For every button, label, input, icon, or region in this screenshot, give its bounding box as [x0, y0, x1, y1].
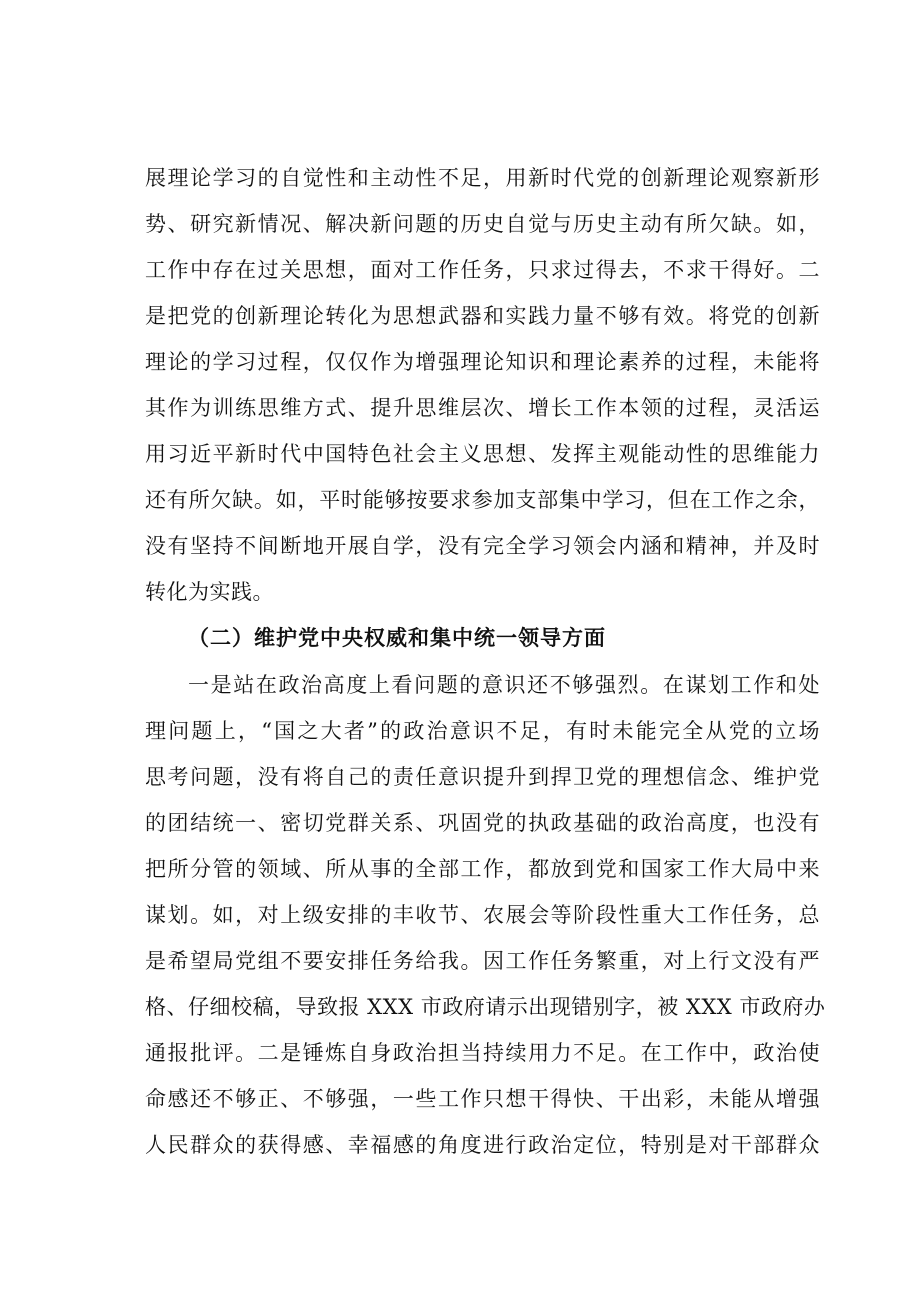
paragraph-line: 工作中存在过关思想，面对工作任务，只求过得去，不求干得好。二	[145, 258, 820, 282]
paragraph-line: 思考问题，没有将自己的责任意识提升到捍卫党的理想信念、维护党	[145, 765, 820, 789]
paragraph-line: 是把党的创新理论转化为思想武器和实践力量不够有效。将党的创新	[145, 304, 820, 328]
paragraph-line: 通报批评。二是锤炼自身政治担当持续用力不足。在工作中，政治使	[145, 1041, 820, 1065]
paragraph-line: 用习近平新时代中国特色社会主义思想、发挥主观能动性的思维能力	[145, 442, 820, 466]
paragraph-line: 命感还不够正、不够强，一些工作只想干得快、干出彩，未能从增强	[145, 1087, 820, 1111]
paragraph-line: 还有所欠缺。如，平时能够按要求参加支部集中学习，但在工作之余，	[145, 488, 820, 512]
paragraph-line: 把所分管的领域、所从事的全部工作，都放到党和国家工作大局中来	[145, 857, 820, 881]
paragraph-line: 理论的学习过程，仅仅作为增强理论知识和理论素养的过程，未能将	[145, 350, 820, 374]
paragraph-line: 人民群众的获得感、幸福感的角度进行政治定位，特别是对干部群众	[145, 1133, 820, 1157]
paragraph-line: 势、研究新情况、解决新问题的历史自觉与历史主动有所欠缺。如，	[145, 212, 820, 236]
paragraph-line: 转化为实践。	[145, 580, 274, 604]
paragraph-line: 是希望局党组不要安排任务给我。因工作任务繁重，对上行文没有严	[145, 949, 820, 973]
paragraph-line: 一是站在政治高度上看问题的意识还不够强烈。在谋划工作和处	[188, 673, 820, 697]
paragraph-line: 谋划。如，对上级安排的丰收节、农展会等阶段性重大工作任务，总	[145, 903, 820, 927]
paragraph-line: 其作为训练思维方式、提升思维层次、增长工作本领的过程，灵活运	[145, 396, 820, 420]
paragraph-line: 没有坚持不间断地开展自学，没有完全学习领会内涵和精神，并及时	[145, 534, 820, 558]
paragraph-line: 格、仔细校稿，导致报 XXX 市政府请示出现错别字，被 XXX 市政府办	[145, 995, 826, 1019]
paragraph-line: 展理论学习的自觉性和主动性不足，用新时代党的创新理论观察新形	[145, 166, 820, 190]
section-heading: （二）维护党中央权威和集中统一领导方面	[188, 626, 606, 650]
paragraph-line: 理问题上，“国之大者”的政治意识不足，有时未能完全从党的立场	[145, 719, 820, 743]
paragraph-line: 的团结统一、密切党群关系、巩固党的执政基础的政治高度，也没有	[145, 811, 820, 835]
